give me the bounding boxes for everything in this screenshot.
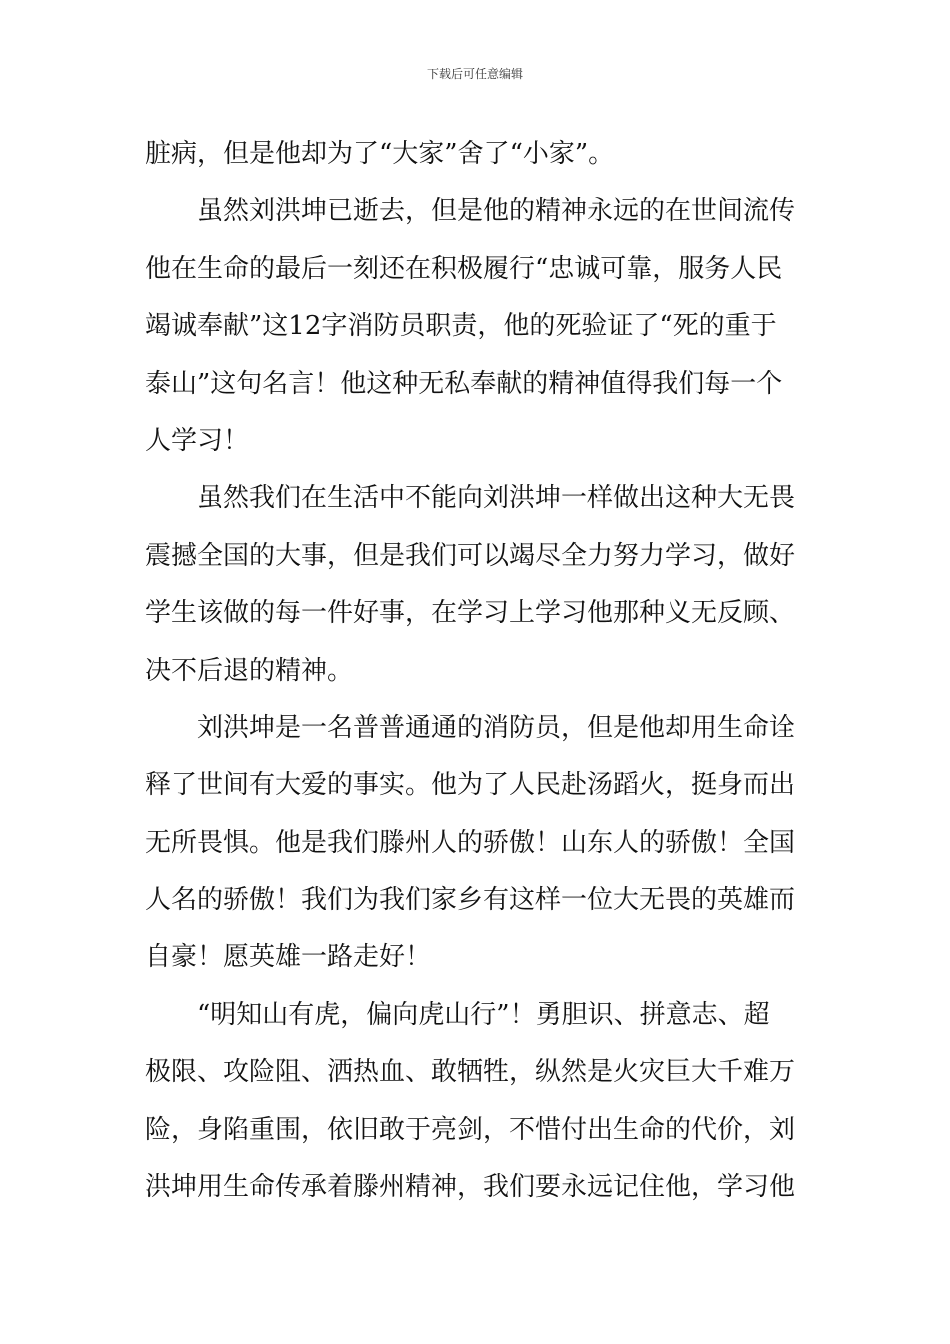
text-line: 泰山”这句名言！他这种无私奉献的精神值得我们每一个 [145,368,783,399]
text-line: 学生该做的每一件好事，在学习上学习他那种义无反顾、 [145,598,796,629]
text-line: 决不后退的精神。 [145,655,354,686]
text-line: 险，身陷重围，依旧敢于亮剑，不惜付出生命的代价，刘 [145,1114,796,1145]
text-line: 虽然刘洪坤已逝去，但是他的精神永远的在世间流传 [197,196,796,227]
text-line: 释了世间有大爱的事实。他为了人民赴汤蹈火，挺身而出 [145,770,796,801]
text-line: 人名的骄傲！我们为我们家乡有这样一位大无畏的英雄而 [145,885,796,916]
text-line: 人学习！ [145,425,250,456]
text-line: 洪坤用生命传承着滕州精神，我们要永远记住他，学习他 [145,1172,796,1203]
text-line: 自豪！愿英雄一路走好！ [145,942,432,973]
text-line: 竭诚奉献”这12字消防员职责，他的死验证了“死的重于 [145,311,777,342]
text-line: 无所畏惧。他是我们滕州人的骄傲！山东人的骄傲！全国 [145,827,796,858]
text-line: 震撼全国的大事，但是我们可以竭尽全力努力学习，做好 [145,540,796,571]
page-header: 下载后可任意编辑 [426,67,523,81]
text-line: 刘洪坤是一名普普通通的消防员，但是他却用生命诠 [197,712,796,743]
text-line: “明知山有虎，偏向虎山行”！勇胆识、拼意志、超 [197,999,770,1030]
text-line: 极限、攻险阻、洒热血、敢牺牲，纵然是火灾巨大千难万 [145,1057,796,1088]
body-text [145,126,807,1216]
text-line: 虽然我们在生活中不能向刘洪坤一样做出这种大无畏 [197,483,796,514]
text-line: 他在生命的最后一刻还在积极履行“忠诚可靠，服务人民 [145,253,783,284]
text-line: 脏病，但是他却为了“大家”舍了“小家”。 [145,139,615,169]
